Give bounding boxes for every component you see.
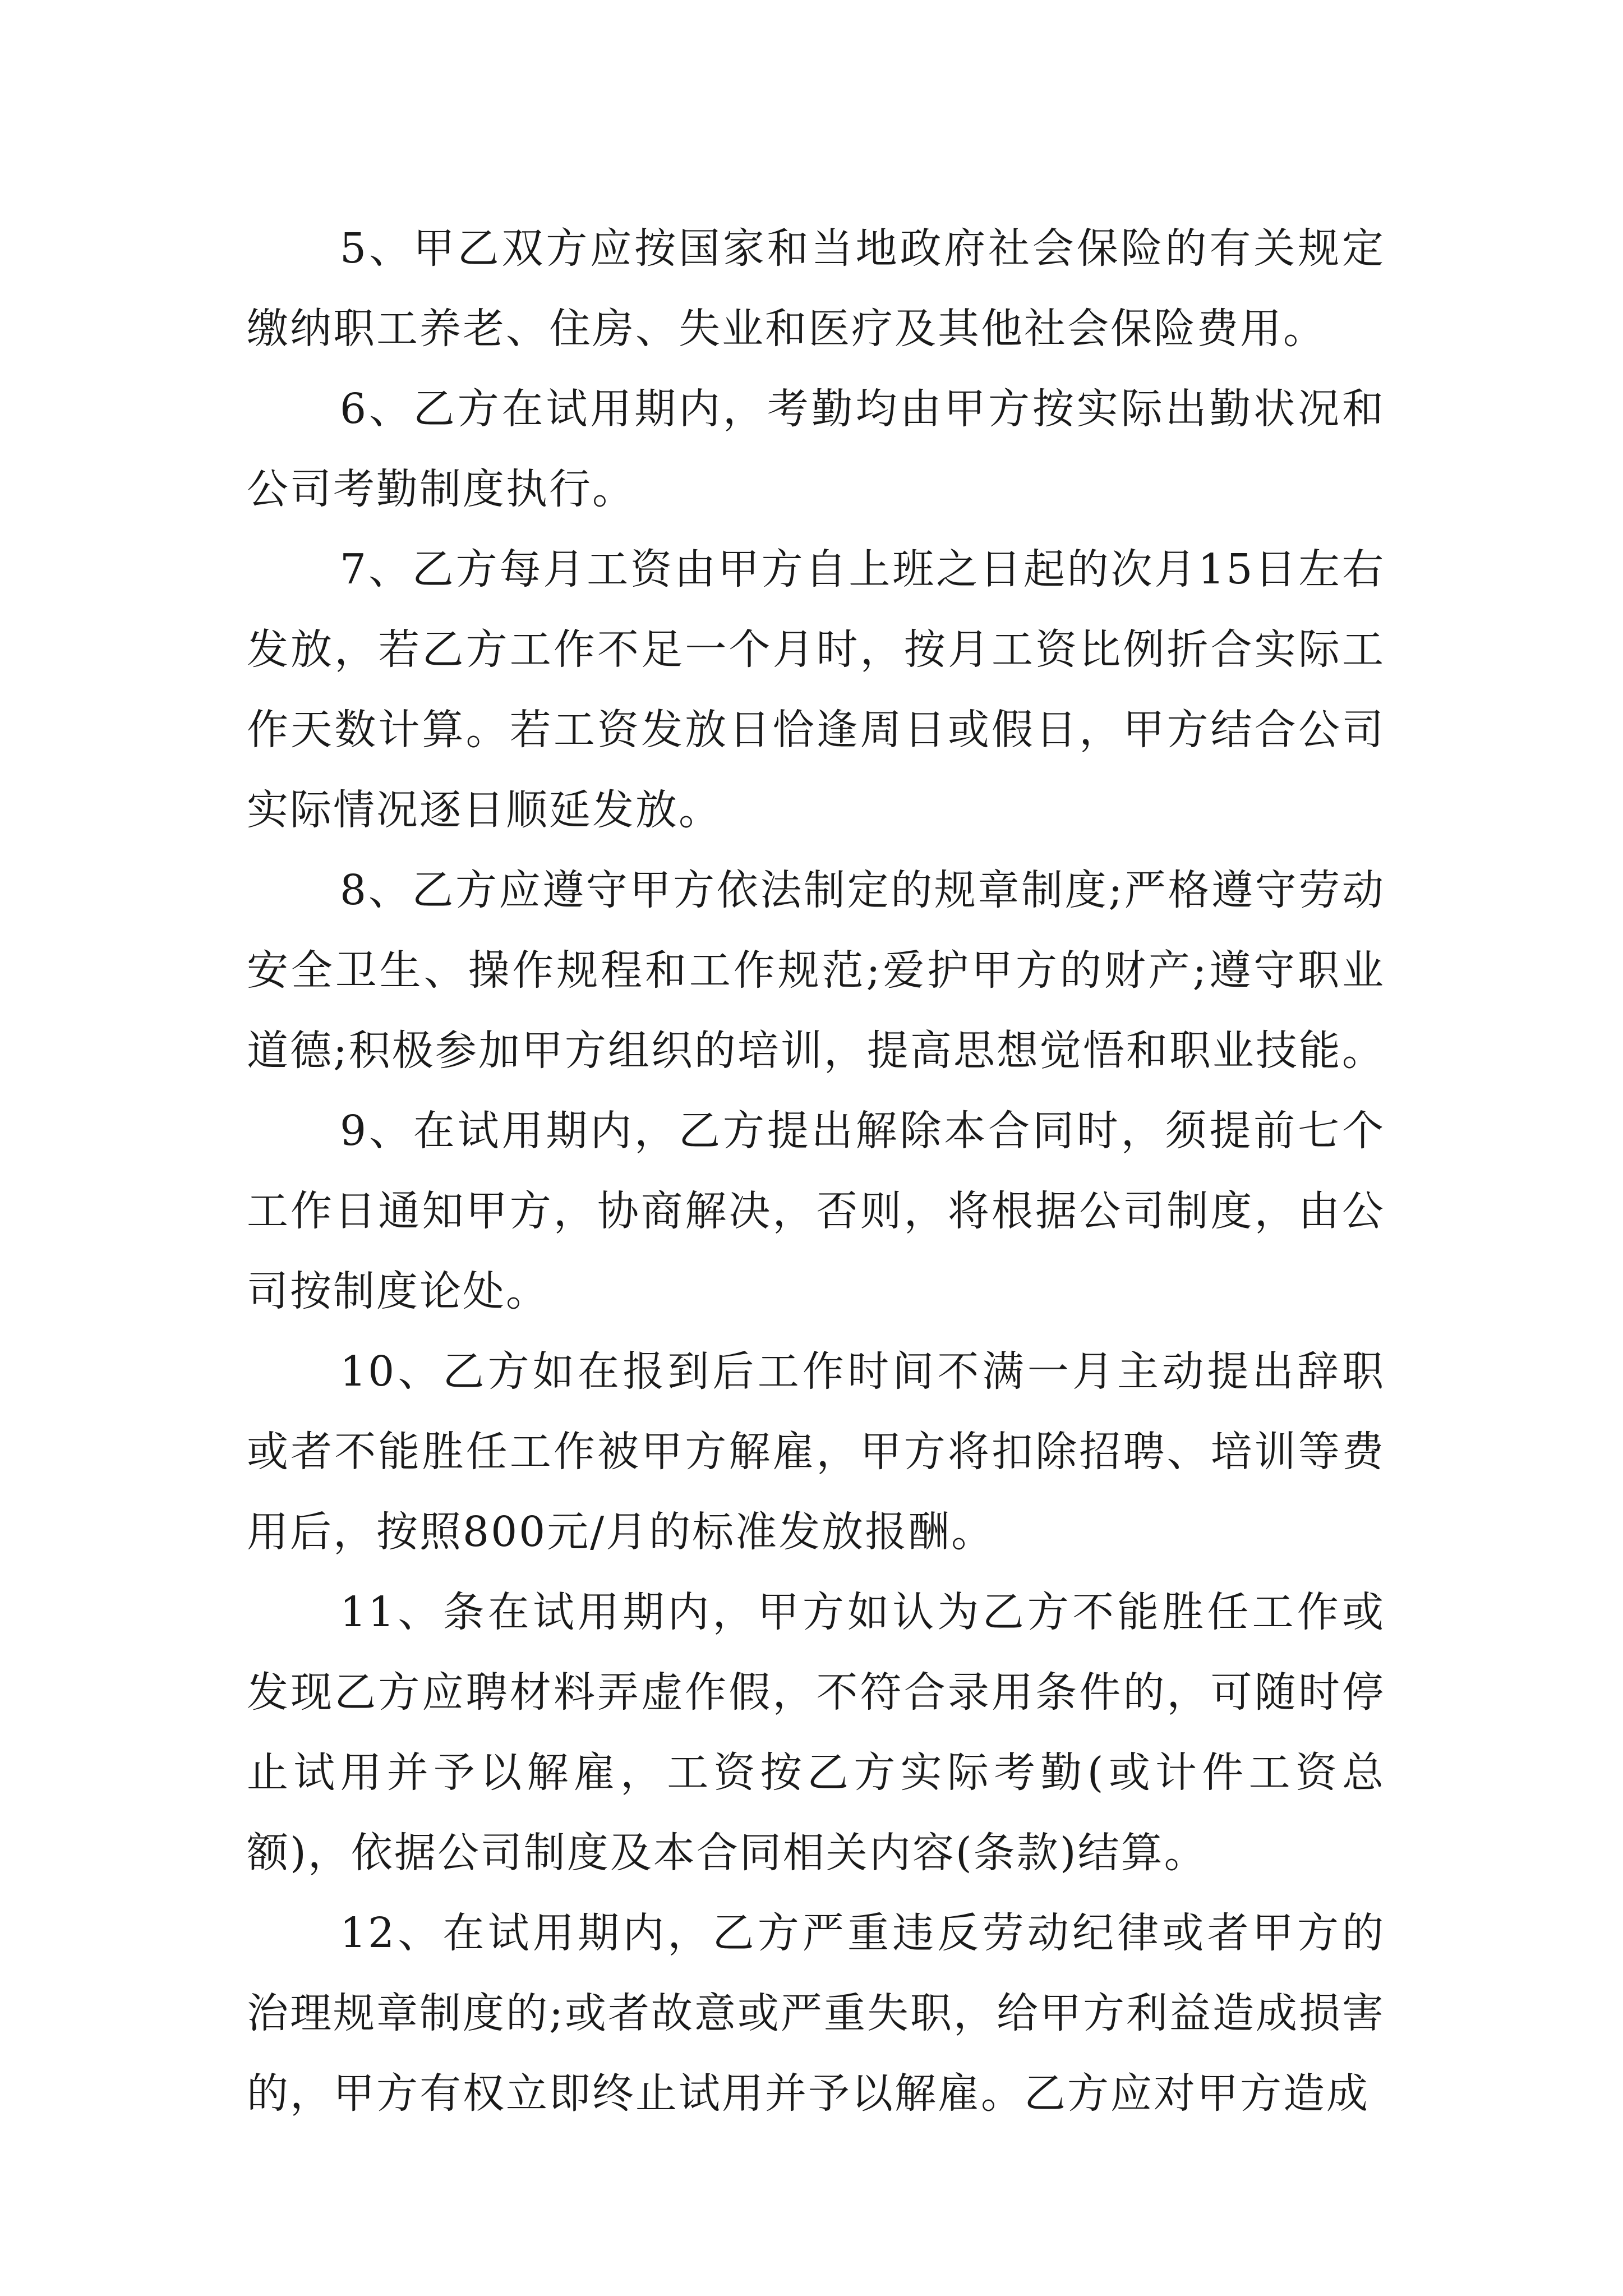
clause-6: 6、乙方在试用期内，考勤均由甲方按实际出勤状况和公司考勤制度执行。 [247, 385, 1385, 513]
clause-10: 10、乙方如在报到后工作时间不满一月主动提出辞职或者不能胜任工作被甲方解雇，甲方将扣除招聘、培训等费用后，按照800元/月的标准发放报酬。 [247, 1347, 1385, 1556]
clause-7: 7、乙方每月工资由甲方自上班之日起的次月15日左右发放，若乙方工作不足一个月时，按月工资比例折合实际工作天数计算。若工资发放日恰逢周日或假日，甲方结合公司实际情况逐日顺延发放。 [247, 545, 1385, 834]
clause-8: 8、乙方应遵守甲方依法制定的规章制度;严格遵守劳动安全卫生、操作规程和工作规范;爱护甲方的财产;遵守职业道德;积极参加甲方组织的培训，提高思想觉悟和职业技能。 [247, 866, 1385, 1075]
document-body [247, 209, 1385, 2134]
clause-11: 11、条在试用期内，甲方如认为乙方不能胜任工作或发现乙方应聘材料弄虚作假，不符合录用条件的，可随时停止试用并予以解雇，工资按乙方实际考勤(或计件工资总额)，依据公司制度及本合同相关内容(条款)结算。 [247, 1588, 1385, 1877]
clause-5: 5、甲乙双方应按国家和当地政府社会保险的有关规定缴纳职工养老、住房、失业和医疗及其他社会保险费用。 [247, 224, 1385, 353]
clause-12: 12、在试用期内，乙方严重违反劳动纪律或者甲方的治理规章制度的;或者故意或严重失职，给甲方利益造成损害的，甲方有权立即终止试用并予以解雇。乙方应对甲方造成 [247, 1909, 1385, 2118]
clause-9: 9、在试用期内，乙方提出解除本合同时，须提前七个工作日通知甲方，协商解决，否则，将根据公司制度，由公司按制度论处。 [247, 1107, 1385, 1315]
